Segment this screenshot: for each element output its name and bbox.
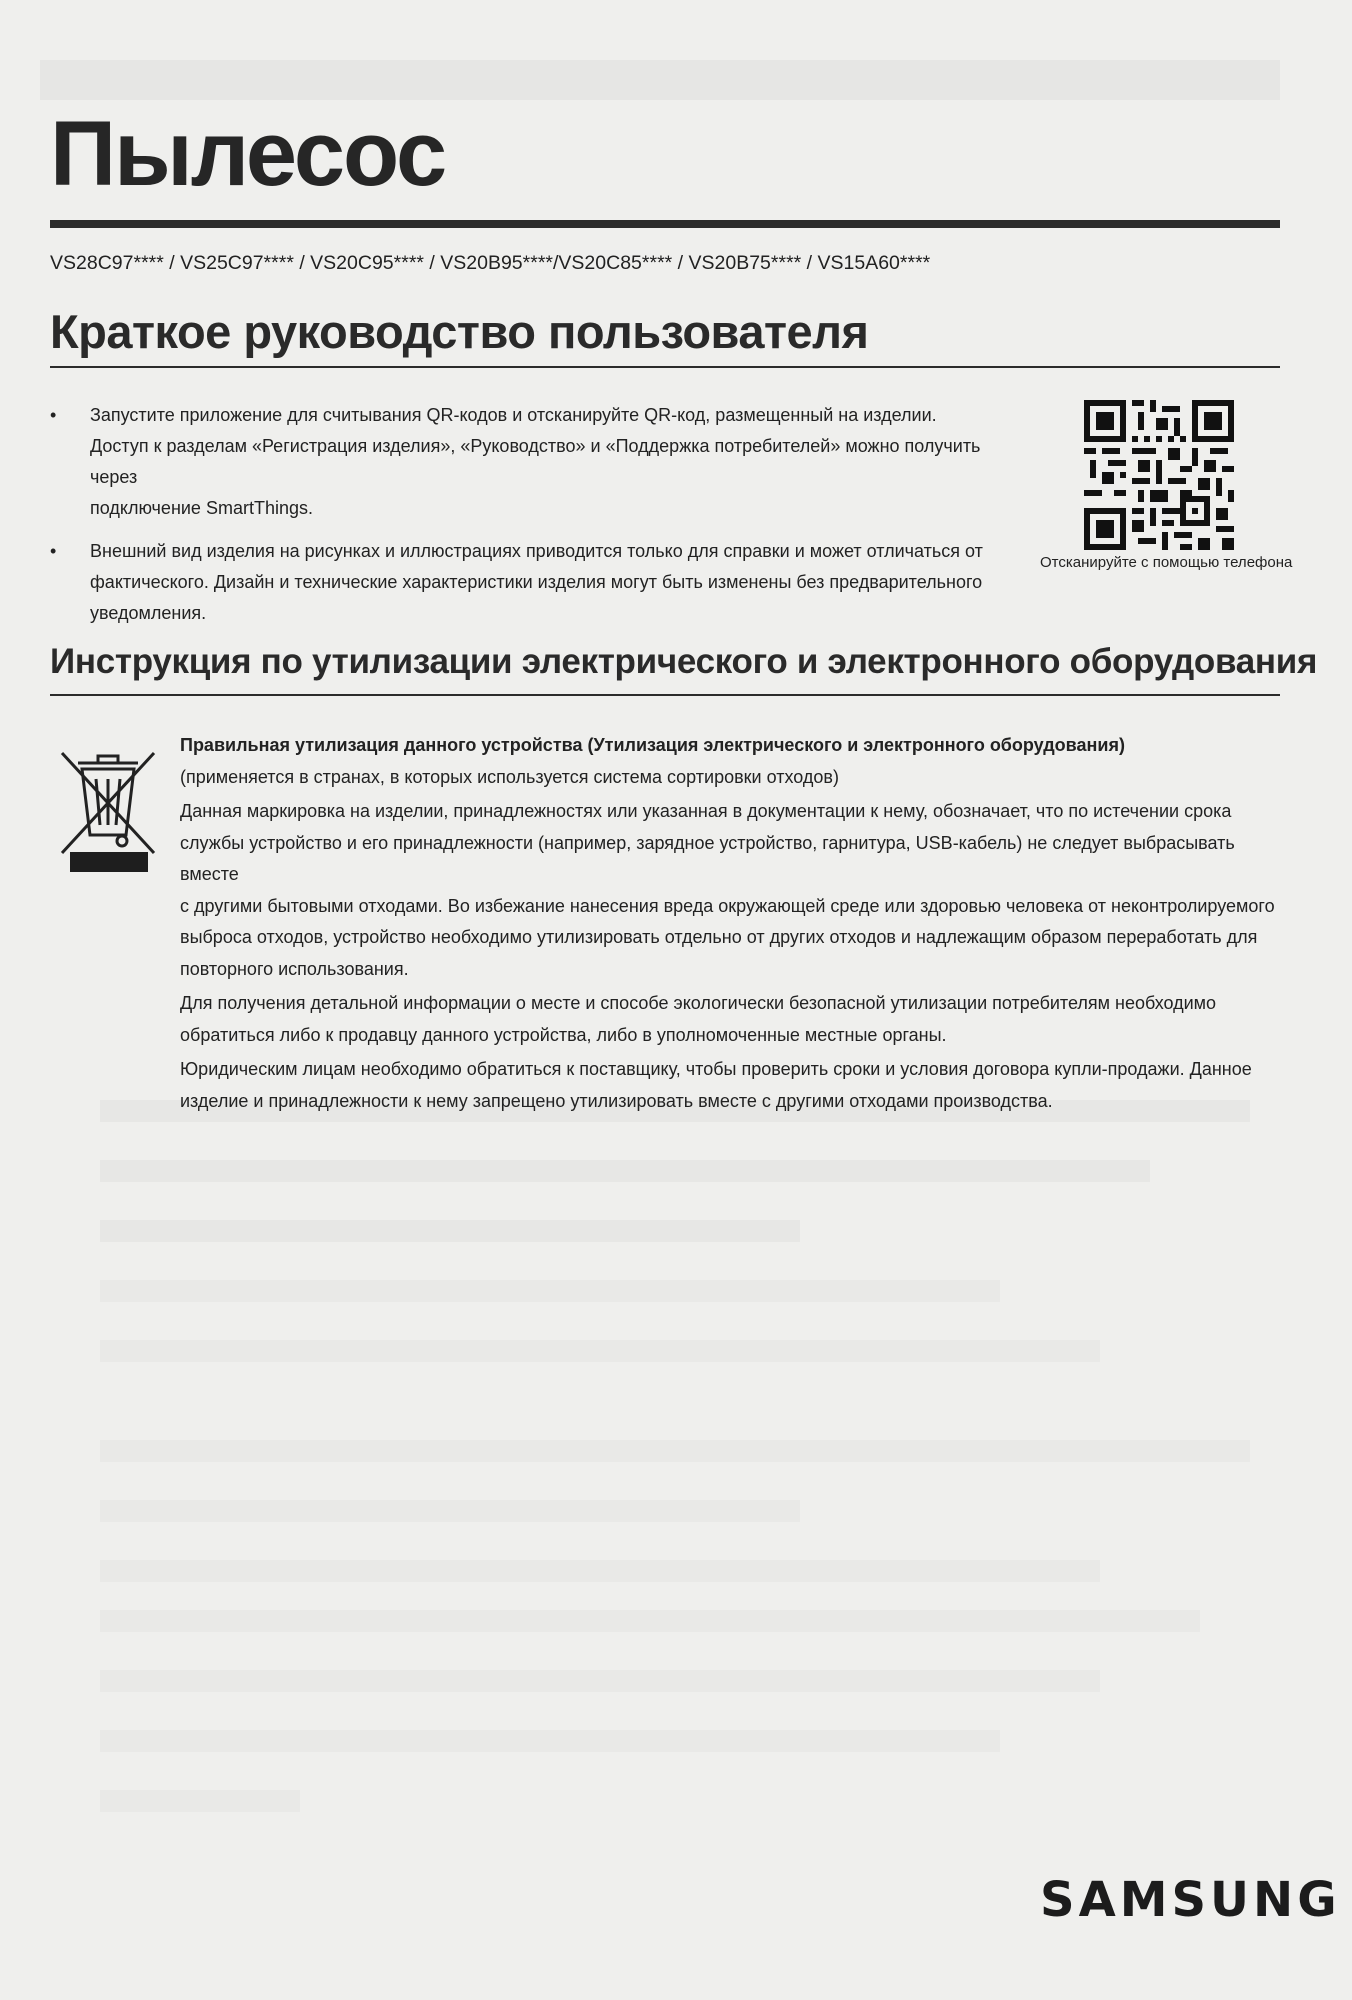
qr-caption: Отсканируйте с помощью телефона	[1040, 554, 1293, 571]
bullet-marker: •	[50, 405, 57, 425]
recycling-heading: Инструкция по утилизации электрического и электронного оборудования	[50, 642, 1318, 681]
title-divider	[50, 220, 1280, 228]
guide-bullet-line: подключение SmartThings.	[90, 498, 313, 518]
recycling-note: (применяется в странах, в которых используется система сортировки отходов)	[180, 766, 839, 787]
weee-marking-bar	[70, 852, 148, 872]
guide-bullet-line: уведомления.	[90, 603, 207, 623]
guide-bullet-qr	[50, 400, 1000, 524]
recycling-divider	[50, 694, 1280, 696]
qr-code	[1084, 400, 1234, 550]
samsung-logo: SAMSUNG	[1040, 1872, 1341, 1928]
recycling-text	[180, 730, 1280, 1120]
recycling-line: обратиться либо к продавцу данного устройства, либо в уполномоченные местные органы.	[180, 1024, 947, 1045]
recycling-paragraph-businesses	[180, 1054, 1280, 1117]
recycling-lead: Правильная утилизация данного устройства (Утилизация электрического и электронного оборудования)	[180, 735, 1125, 755]
page-title: Пылесос	[50, 103, 446, 205]
recycling-line: с другими бытовыми отходами. Во избежание нанесения вреда окружающей среде или здоровью человека от неконтролируемого	[180, 895, 1275, 916]
guide-bullet-list	[50, 400, 1000, 641]
recycling-line: изделие и принадлежности к нему запрещено утилизировать вместе с другими отходами производства.	[180, 1090, 1053, 1111]
guide-bullet-line: Внешний вид изделия на рисунках и иллюстрациях приводится только для справки и может отличаться от	[90, 541, 983, 561]
recycling-line: Юридическим лицам необходимо обратиться к поставщику, чтобы проверить сроки и условия договора купли-продажи. Данное	[180, 1059, 1252, 1079]
bullet-marker: •	[50, 541, 57, 561]
recycling-line: службы устройство и его принадлежности (например, зарядное устройство, гарнитура, USB-кабель) не следует выбрасывать вместе	[180, 832, 1235, 884]
model-list: VS28C97**** / VS25C97**** / VS20C95**** / VS20B95****/VS20C85**** / VS20B75**** / VS15A60****	[50, 252, 931, 274]
recycling-paragraph-consumers	[180, 988, 1280, 1051]
recycling-paragraph-marking	[180, 796, 1280, 985]
recycling-line: повторного использования.	[180, 958, 409, 979]
guide-divider	[50, 366, 1280, 368]
guide-bullet-line: Запустите приложение для считывания QR-кодов и отсканируйте QR-код, размещенный на изделии.	[90, 405, 937, 425]
recycling-line: Данная маркировка на изделии, принадлежностях или указанная в документации к нему, обозначает, что по истечении срока	[180, 801, 1232, 821]
recycling-line: Для получения детальной информации о месте и способе экологически безопасной утилизации потребителям необходимо	[180, 993, 1217, 1013]
guide-bullet-line: Доступ к разделам «Регистрация изделия», «Руководство» и «Поддержка потребителей» можно получить через	[90, 436, 981, 487]
guide-bullet-disclaimer	[50, 536, 1000, 629]
recycling-line: выброса отходов, устройство необходимо утилизировать отдельно от других отходов и надлежащим образом переработать для	[180, 927, 1258, 947]
guide-bullet-line: фактического. Дизайн и технические характеристики изделия могут быть изменены без предварительного	[90, 572, 983, 592]
guide-heading: Краткое руководство пользователя	[50, 305, 869, 358]
